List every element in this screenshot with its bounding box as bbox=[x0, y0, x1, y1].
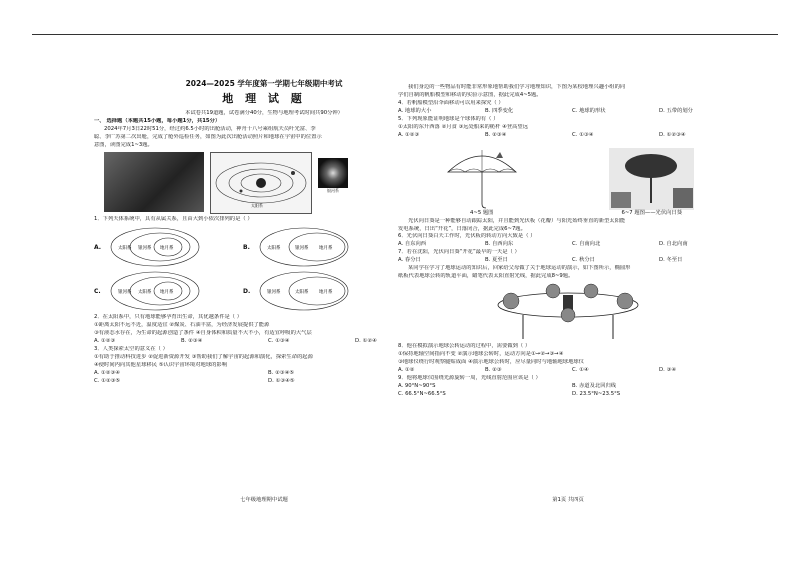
q1-option-a-label: A. bbox=[94, 243, 102, 251]
q2-option-c[interactable]: C. ①③④ bbox=[268, 338, 290, 345]
orbit-demo-diagram bbox=[493, 281, 643, 343]
q3-options-1 bbox=[94, 370, 434, 378]
q8-options bbox=[398, 367, 738, 375]
q8-option-c[interactable]: C. ①④ bbox=[572, 366, 589, 373]
fig-caption-4-5: 4~5 题图 bbox=[470, 209, 494, 216]
q4-option-c[interactable]: C. 地球的形状 bbox=[572, 107, 606, 114]
question-1: 1．下列天体系统中，具有从属关系，且由大到小依次排列的是（ ） bbox=[94, 216, 253, 223]
q1c-inner: 地月系 bbox=[160, 290, 174, 296]
q1d-inner: 地月系 bbox=[319, 290, 333, 296]
q4-options bbox=[398, 108, 738, 116]
figure-row-right bbox=[398, 140, 738, 218]
question-5: 5．下列现象能证明地球是个球体的有（ ） bbox=[398, 115, 499, 122]
section-heading: 一、 选择题（本题共15小题，每小题1分，共15分） bbox=[94, 117, 221, 124]
q2-line-1: ①距离太阳不远不近，温度适宜 ②煤炭、石油丰富，为经济发展提供了能源 bbox=[94, 322, 270, 329]
q1a-inner: 地月系 bbox=[160, 246, 174, 252]
q5-option-a[interactable]: A. ①②③ bbox=[398, 131, 420, 138]
umbrella-figure bbox=[442, 144, 522, 218]
q5-option-d[interactable]: D. ①②③④ bbox=[659, 131, 686, 138]
q4-option-a[interactable]: A. 地球的大小 bbox=[398, 107, 432, 114]
q9-option-b[interactable]: B. 赤道及北回归线 bbox=[572, 382, 617, 389]
q1-option-a-diagram[interactable] bbox=[108, 226, 203, 268]
q2-options bbox=[94, 338, 434, 346]
q9-option-a[interactable]: A. 90°N~90°S bbox=[398, 382, 436, 389]
q2-option-a[interactable]: A. ①②③ bbox=[94, 338, 116, 345]
q3-options-2 bbox=[94, 378, 434, 386]
q1d-outer: 银河系 bbox=[267, 290, 281, 296]
q2-option-d[interactable]: D. ①②④ bbox=[355, 338, 377, 345]
question-7: 7．若在沈阳，光伏向日葵“开花”最早的一天是（ ） bbox=[398, 249, 520, 256]
p8-line-2: 纸板代表地球公转的轨道平面，蜡笔代表太阳直射光线，据此完成8~9题。 bbox=[398, 273, 574, 280]
q1a-outer: 太阳系 bbox=[118, 246, 132, 252]
q1d-mid: 太阳系 bbox=[295, 290, 309, 296]
solar-sunflower-photo bbox=[609, 148, 694, 210]
q1b-outer: 太阳系 bbox=[267, 246, 281, 252]
question-6: 6．光伏向日葵白天工作时，光伏板的转动方向大致是（ ） bbox=[398, 233, 536, 240]
intro-line-2: 聪、李广苏第二次出舱，完成了舱外巡检任务，如图为此次出舱活动照片和地球在宇宙中的位置示 bbox=[94, 133, 322, 140]
q7-options bbox=[398, 257, 738, 265]
q1-option-d-diagram[interactable] bbox=[257, 270, 352, 312]
exam-note: 本试卷共19道题，试卷满分40分，生物与地理考试时间共90分钟） bbox=[185, 109, 343, 116]
question-8: 8．他在模拟演示地球公转运动的过程中，需要做到（ ） bbox=[398, 343, 531, 350]
p6-line-2: 发电系统，日出“开花”，日落闭合，据此完成6~7题。 bbox=[398, 225, 526, 232]
q6-option-b[interactable]: B. 自西向东 bbox=[485, 241, 514, 248]
q3-option-a[interactable]: A. ①②③④ bbox=[94, 369, 120, 376]
q3-option-c[interactable]: C. ①②③⑤ bbox=[94, 377, 121, 384]
q8-option-b[interactable]: B. ②③ bbox=[485, 366, 502, 373]
q1c-mid: 太阳系 bbox=[138, 290, 152, 296]
q8-option-a[interactable]: A. ①② bbox=[398, 366, 415, 373]
q7-option-c[interactable]: C. 秋分日 bbox=[572, 257, 595, 264]
r-intro-2: 学们自制的帆船模型和移动的实验示意图，据此完成4~5题。 bbox=[398, 91, 542, 98]
q9-options-2 bbox=[398, 391, 738, 399]
q5-option-c[interactable]: C. ①③④ bbox=[572, 131, 594, 138]
q3-line-1: ①有助于推动科技进步 ②促进新资源开发 ③帮助我们了解宇宙的起源和演化，探索生命的起源 bbox=[94, 354, 313, 361]
q5-line-1: ①太阳的东升西落 ②月食 ③远处船来的桅杆 ④登高望远 bbox=[398, 123, 528, 130]
fig-caption-6-7: 6~7 题图——光伏向日葵 bbox=[621, 209, 683, 216]
q2-line-2: ③有液态水存在，为生命的起源创造了条件 ④自身体积和质量不大不小，有适宜呼吸的大气层 bbox=[94, 330, 312, 337]
exam-title: 2024—2025 学年度第一学期七年级期中考试 bbox=[185, 79, 343, 88]
question-4: 4．若帆船模型沿伞面移动可以用来探究（ ） bbox=[398, 99, 504, 106]
intro-line-1: 2024年7月3日22时51分，经过约6.5小时的出舱活动，神舟十八号乘组航天员叶光富、李 bbox=[104, 125, 316, 132]
q8-option-d[interactable]: D. ③④ bbox=[659, 366, 676, 373]
q8-line-1: ①保持地轴空间指向不变 ②演示地球公转时，运动方向是①→②→③→④ bbox=[398, 351, 564, 357]
q6-options bbox=[398, 241, 738, 249]
q7-option-a[interactable]: A. 春分日 bbox=[398, 257, 421, 264]
subject-title: 地 理 试 题 bbox=[222, 92, 306, 106]
q6-option-a[interactable]: A. 自东向西 bbox=[398, 241, 427, 248]
q5-options bbox=[398, 132, 738, 140]
q1-option-row-1 bbox=[94, 226, 434, 268]
q5-option-b[interactable]: B. ②③④ bbox=[485, 131, 507, 138]
figure-row bbox=[104, 152, 434, 214]
question-3: 3．人类探索太空的意义在（ ） bbox=[94, 346, 168, 353]
q9-option-d[interactable]: D. 23.5°N~23.5°S bbox=[572, 390, 621, 397]
q6-option-c[interactable]: C. 自南向北 bbox=[572, 241, 601, 248]
right-footer: 第1页 共四页 bbox=[552, 497, 584, 503]
q1-option-b-label: B. bbox=[243, 243, 250, 251]
galaxy-photo bbox=[318, 158, 348, 188]
question-9: 9．他将地球仪围绕光源旋转一周，光线直射范围应该是（ ） bbox=[398, 374, 541, 381]
q2-option-b[interactable]: B. ②③④ bbox=[181, 338, 203, 345]
q1b-inner: 地月系 bbox=[319, 246, 333, 252]
q3-line-2: ④使时间内向其他星球移民 ⑤认识宇宙环境对地球的影响 bbox=[94, 362, 228, 368]
question-2: 2．在太阳系中，只有地球能够孕育出生命，其优越条件是（ ） bbox=[94, 314, 243, 321]
right-page bbox=[398, 84, 738, 399]
left-footer: 七年级地理期中试题 bbox=[240, 497, 288, 503]
r-intro-1: 我们身边的一些物品有时能非常形象地帮助我们学习地理知识，下图为某校地理兴趣小组的同 bbox=[408, 84, 626, 90]
q1-option-d-label: D. bbox=[243, 287, 251, 295]
q4-option-d[interactable]: D. 五带的划分 bbox=[659, 107, 693, 114]
q1a-mid: 银河系 bbox=[138, 246, 152, 252]
left-page bbox=[94, 78, 434, 386]
q3-option-d[interactable]: D. ①③④⑤ bbox=[268, 377, 295, 384]
umbrella-diagram bbox=[442, 144, 522, 210]
q7-option-b[interactable]: B. 夏至日 bbox=[485, 257, 508, 264]
q4-option-b[interactable]: B. 四季变化 bbox=[485, 107, 514, 114]
q1-option-c-diagram[interactable] bbox=[108, 270, 203, 312]
solar-system-diagram bbox=[210, 152, 312, 214]
q9-options-1 bbox=[398, 383, 738, 391]
q7-option-d[interactable]: D. 冬至日 bbox=[659, 257, 683, 264]
q1-option-row-2 bbox=[94, 270, 434, 312]
sun-label: 太阳系 bbox=[251, 203, 263, 209]
q9-option-c[interactable]: C. 66.5°N~66.5°S bbox=[398, 390, 446, 397]
orbit-demo-figure bbox=[398, 281, 738, 343]
intro-line-3: 意图，读图完成1~3题。 bbox=[94, 141, 153, 148]
q1-option-b-diagram[interactable] bbox=[257, 226, 352, 268]
spacewalk-photo bbox=[104, 152, 204, 212]
p8-line-1: 某同学在学习了地球运动的知识后，回家给父母做了关于地球运动的演示，如下图所示，椭圆形 bbox=[408, 265, 631, 272]
q8-line-2: ③地球仪绕行时观察腿贴成面 ④演示地球公转时，应尽量同时与地轴地球地球仪 bbox=[398, 358, 584, 365]
q1-option-c-label: C. bbox=[94, 287, 101, 295]
galaxy-figure bbox=[318, 152, 348, 194]
sunflower-figure bbox=[609, 148, 694, 218]
p6-line-1: 光伏向日葵是一种能够自动跟踪太阳，并且能到光伏板（花瓣）与阳光始终垂直的新型太阳能 bbox=[408, 217, 626, 224]
top-rule bbox=[32, 34, 778, 35]
q1c-outer: 银河系 bbox=[118, 290, 132, 296]
galaxy-label: 银河系 bbox=[327, 188, 339, 194]
q1b-mid: 银河系 bbox=[295, 246, 309, 252]
q3-option-b[interactable]: B. ②③④⑤ bbox=[268, 369, 294, 376]
q6-option-d[interactable]: D. 自北向南 bbox=[659, 241, 688, 248]
